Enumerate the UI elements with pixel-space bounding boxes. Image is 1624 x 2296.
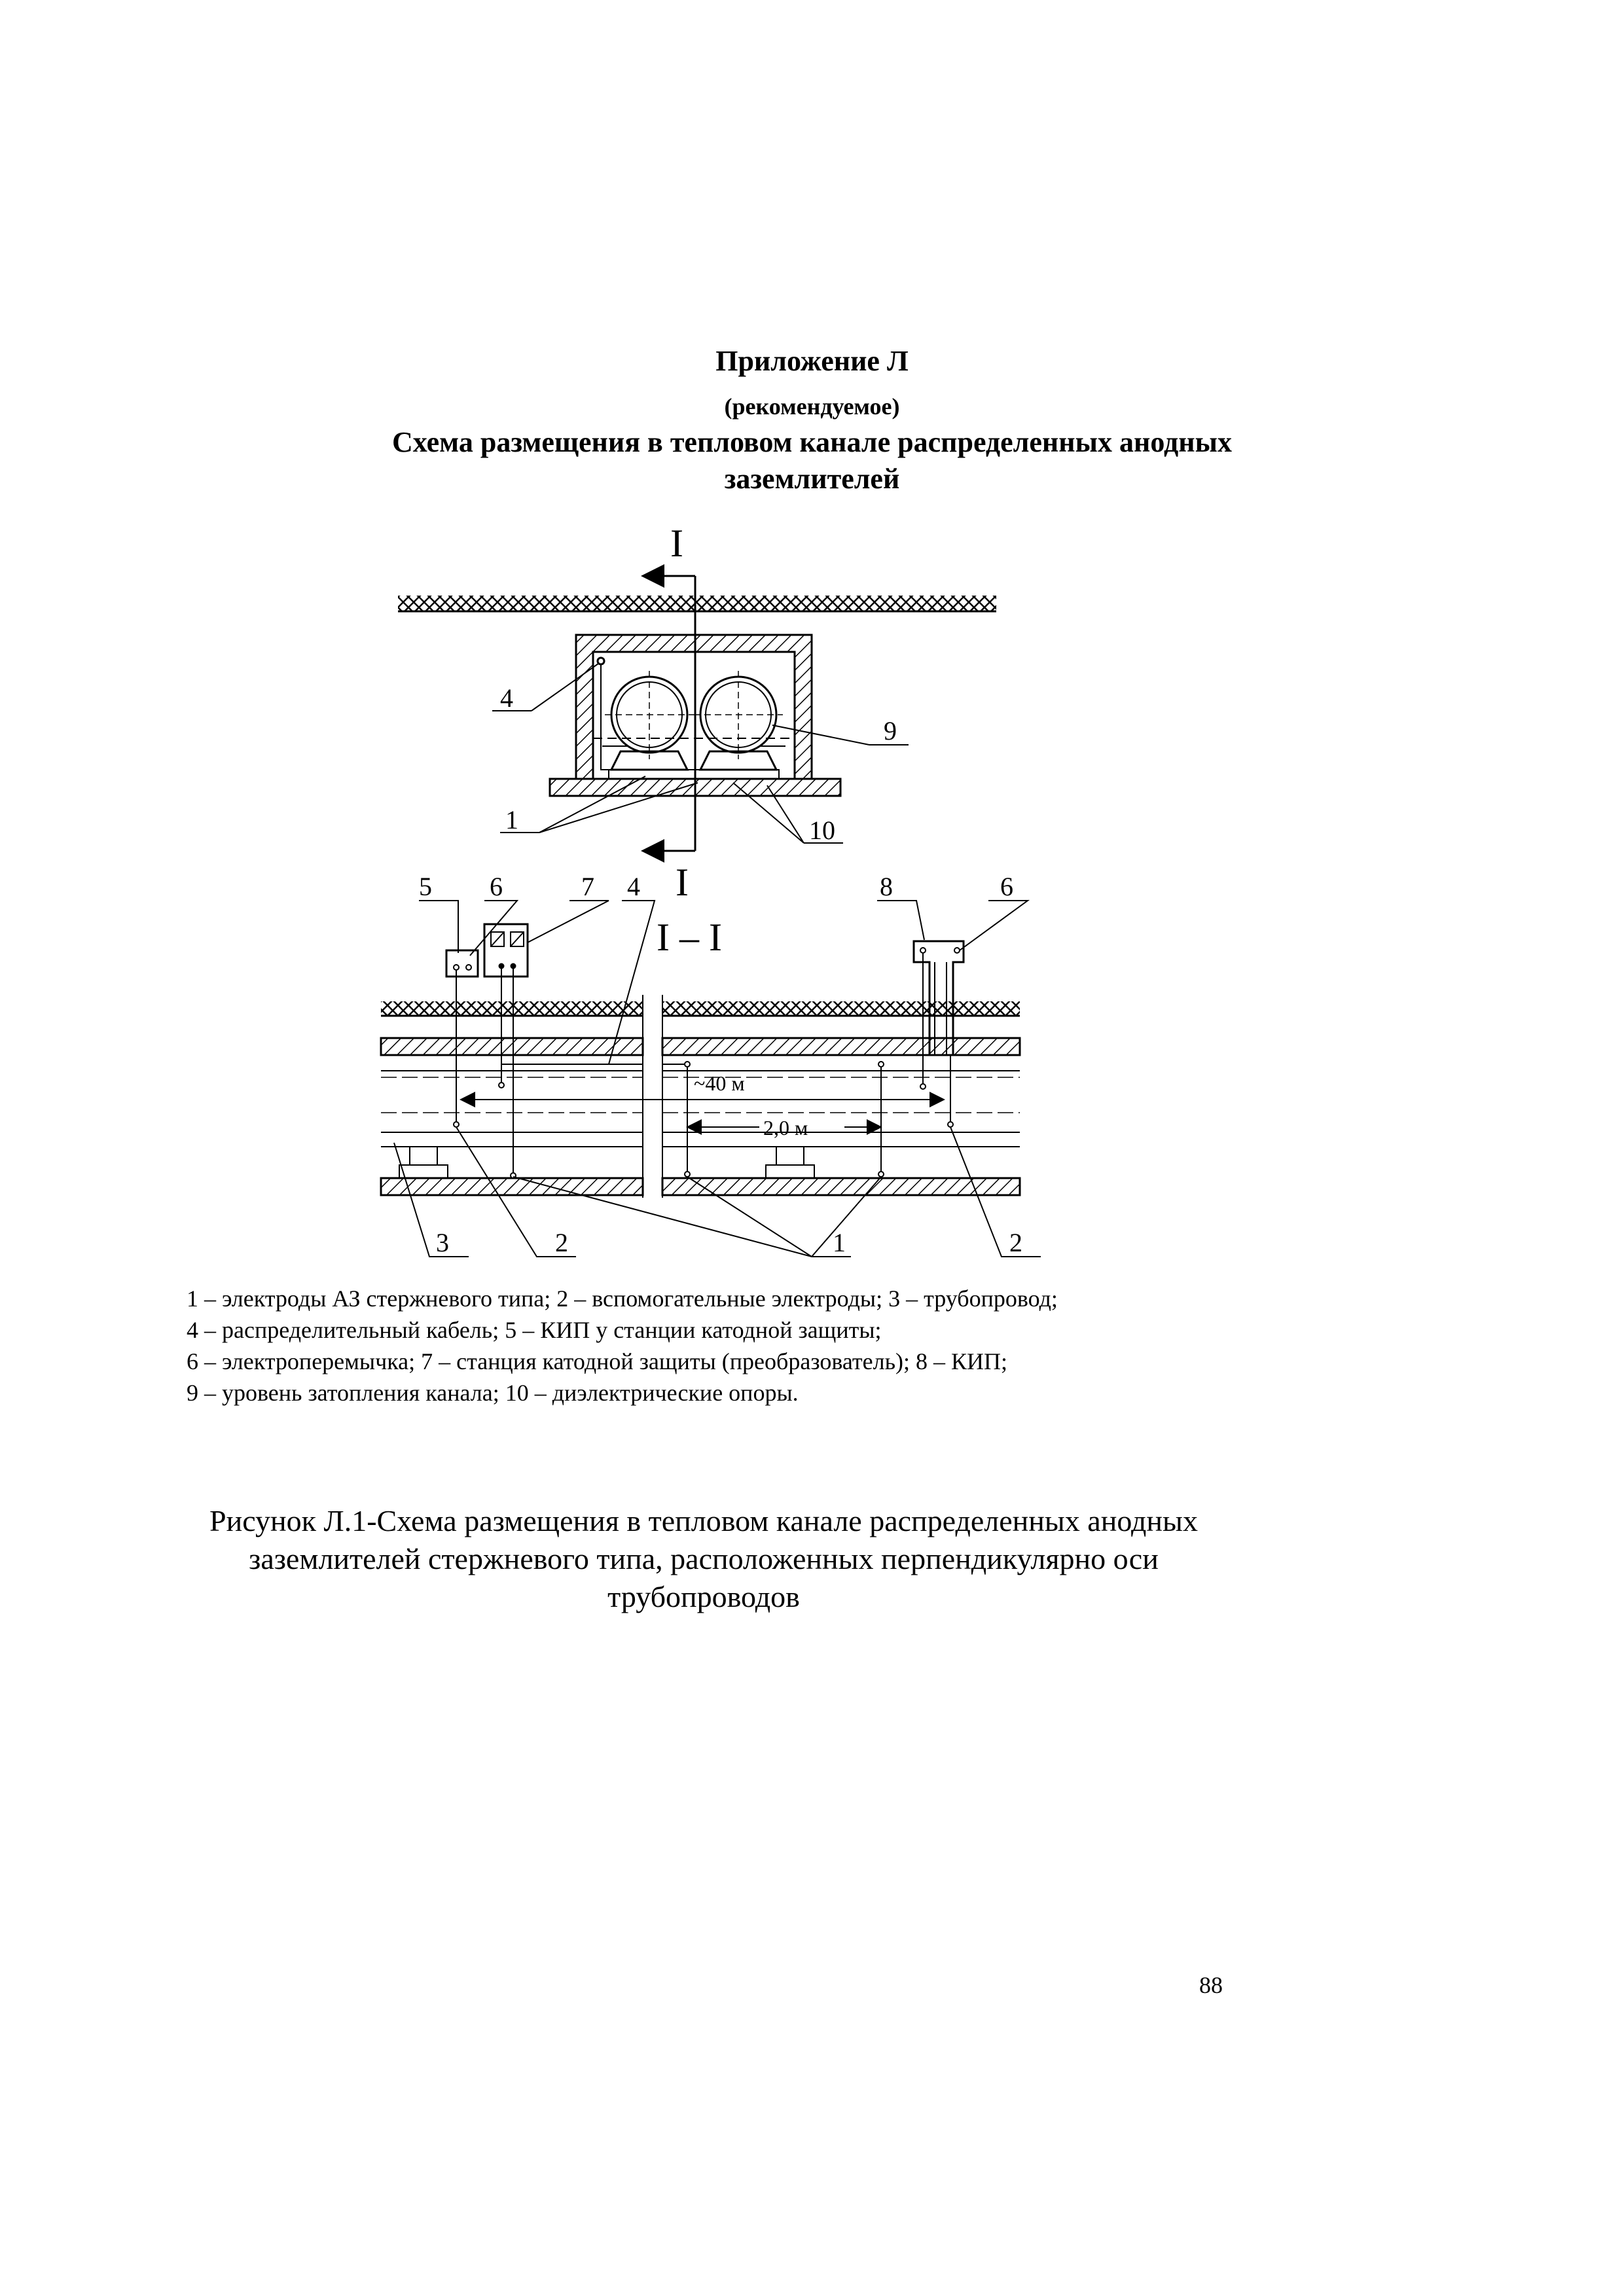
callout-7: 7 [581, 872, 594, 901]
appendix-status: (рекомендуемое) [724, 393, 900, 420]
dielectric-pads [609, 770, 779, 779]
ground-hatch [398, 596, 996, 611]
legend-line: 4 – распределительный кабель; 5 – КИП у станции катодной защиты; [187, 1317, 882, 1343]
callout-2-right: 2 [1009, 1228, 1022, 1257]
ground-hatch-left [381, 1001, 643, 1016]
channel-bottom-slab-left [381, 1178, 643, 1195]
legend [187, 1283, 1058, 1408]
appendix-title: Приложение Л [715, 345, 909, 377]
callout-1-long: 1 [833, 1228, 846, 1257]
distribution-cable [601, 661, 615, 770]
legend-line: 9 – уровень затопления канала; 10 – диэлектрические опоры. [187, 1380, 799, 1406]
channel-bottom-slab-right [662, 1178, 1020, 1195]
support-right [700, 751, 776, 770]
page-number: 88 [1199, 1972, 1223, 1998]
figure-caption-line3: трубопроводов [607, 1580, 800, 1613]
callout-6-right: 6 [1000, 872, 1013, 901]
callout-5: 5 [419, 872, 432, 901]
figure-caption-line2: заземлителей стержневого типа, расположенных перпендикулярно оси [249, 1542, 1159, 1575]
figure-caption-line1: Рисунок Л.1-Схема размещения в тепловом канале распределенных анодных [209, 1504, 1198, 1537]
support-left [611, 751, 687, 770]
kip-box-5 [446, 950, 478, 977]
scheme-title-line1: Схема размещения в тепловом канале распределенных анодных [391, 426, 1233, 458]
channel-top-slab-right [662, 1038, 1020, 1055]
section-mark-bottom: I [676, 861, 689, 904]
callout-3: 3 [436, 1228, 449, 1257]
section-mark-top: I [670, 522, 683, 565]
dimension-2-label: 2,0 м [763, 1116, 808, 1139]
dimension-40-label: ~40 м [694, 1071, 745, 1095]
scheme-title [0, 424, 1624, 497]
callout-4-long: 4 [627, 872, 640, 901]
cross-section [398, 576, 996, 851]
callout-8: 8 [880, 872, 893, 901]
callout-1-cross: 1 [505, 805, 518, 834]
callout-9: 9 [884, 716, 897, 745]
callout-2-left: 2 [555, 1228, 568, 1257]
callout-4-cross: 4 [500, 683, 513, 713]
section-title: I – I [657, 916, 722, 959]
channel-base-slab [550, 779, 840, 796]
figure-caption [151, 1502, 1257, 1616]
legend-line: 1 – электроды АЗ стержневого типа; 2 – вспомогательные электроды; 3 – трубопровод; [187, 1285, 1058, 1312]
legend-line: 6 – электроперемычка; 7 – станция катодной защиты (преобразователь); 8 – КИП; [187, 1348, 1008, 1374]
scheme-title-line2: заземлителей [724, 463, 900, 495]
callout-10: 10 [809, 816, 835, 845]
callout-6-left: 6 [490, 872, 503, 901]
channel-top-slab-left [381, 1038, 643, 1055]
ground-hatch-right [662, 1001, 1020, 1016]
